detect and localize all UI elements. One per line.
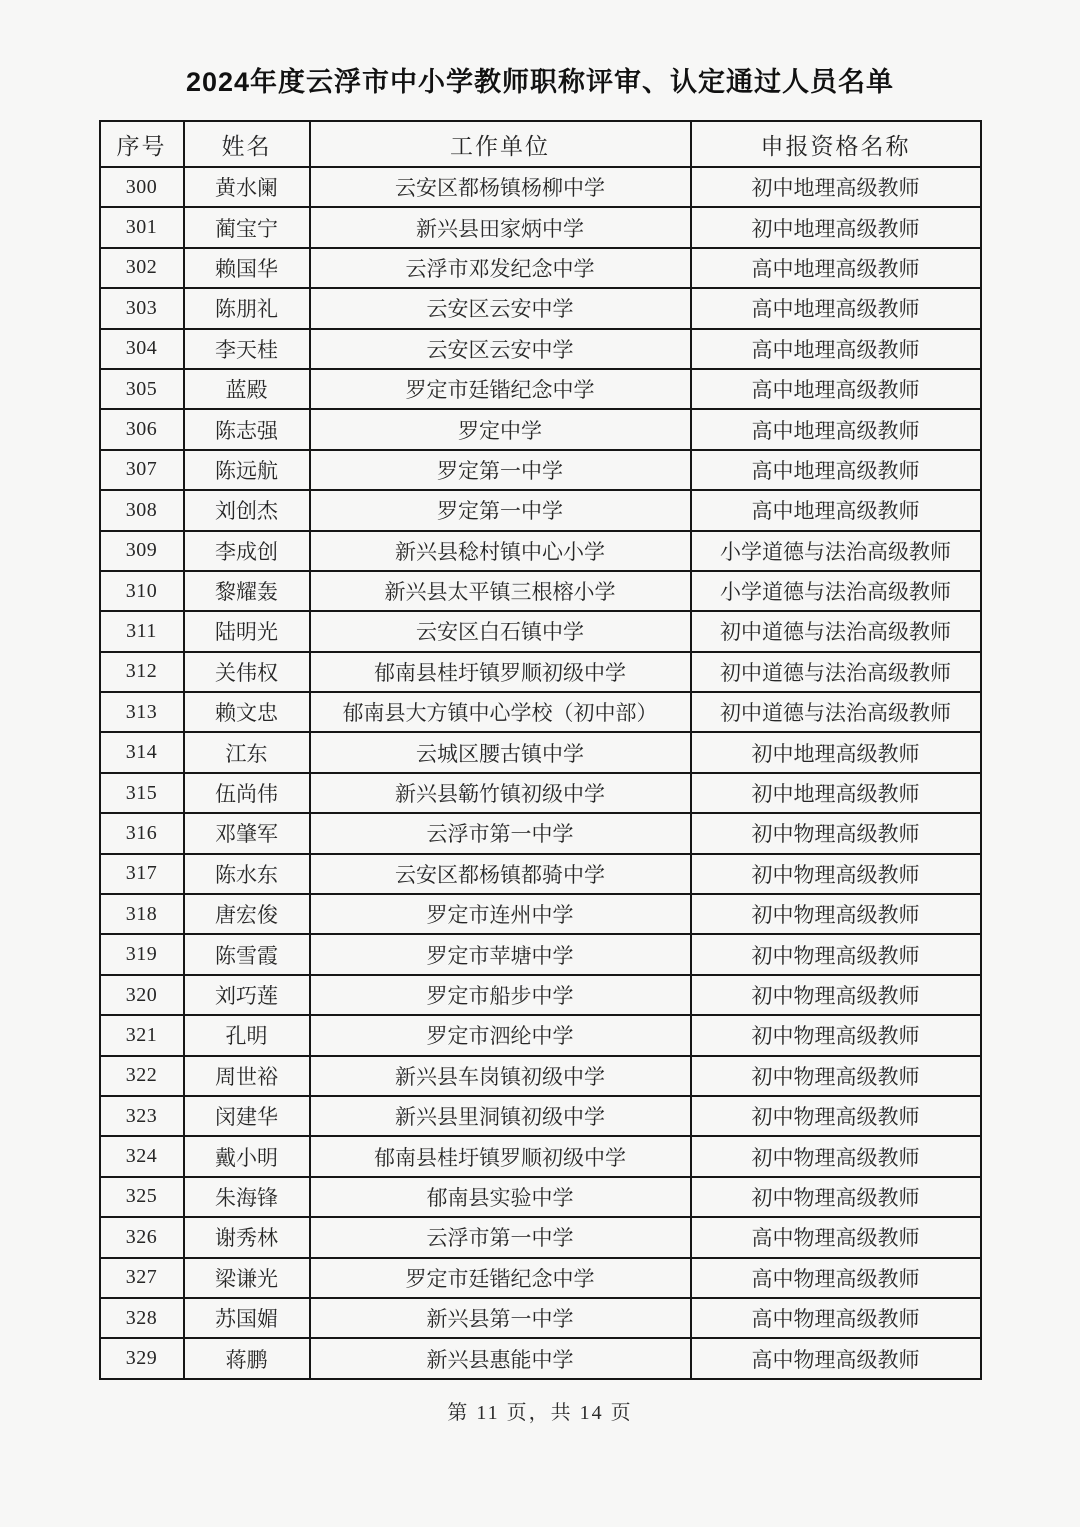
cell-work-unit: 云安区云安中学 [310,288,691,328]
cell-name: 梁谦光 [184,1258,310,1298]
table-row [100,894,981,934]
table-header [100,121,981,167]
column-header-name: 姓名 [184,121,310,167]
cell-serial-number: 316 [100,813,184,853]
cell-work-unit: 新兴县里洞镇初级中学 [310,1096,691,1136]
table-row [100,409,981,449]
cell-serial-number: 309 [100,531,184,571]
cell-qualification: 高中物理高级教师 [691,1258,981,1298]
cell-serial-number: 318 [100,894,184,934]
cell-qualification: 初中道德与法治高级教师 [691,611,981,651]
table-row [100,1056,981,1096]
cell-serial-number: 320 [100,975,184,1015]
cell-name: 蔺宝宁 [184,207,310,247]
cell-serial-number: 321 [100,1015,184,1055]
cell-work-unit: 云安区白石镇中学 [310,611,691,651]
page-number-footer: 第 11 页，共 14 页 [447,1401,633,1424]
cell-qualification: 高中物理高级教师 [691,1338,981,1378]
cell-serial-number: 300 [100,167,184,207]
table-row [100,1338,981,1378]
cell-name: 陈水东 [184,854,310,894]
cell-work-unit: 新兴县簕竹镇初级中学 [310,773,691,813]
column-header-work-unit: 工作单位 [310,121,691,167]
cell-name: 孔明 [184,1015,310,1055]
cell-work-unit: 罗定第一中学 [310,450,691,490]
cell-serial-number: 305 [100,369,184,409]
cell-qualification: 高中物理高级教师 [691,1298,981,1338]
cell-qualification: 初中物理高级教师 [691,1177,981,1217]
cell-work-unit: 新兴县车岗镇初级中学 [310,1056,691,1096]
table-row [100,1015,981,1055]
table-row [100,813,981,853]
table-row [100,167,981,207]
cell-serial-number: 304 [100,329,184,369]
cell-qualification: 高中地理高级教师 [691,409,981,449]
cell-work-unit: 新兴县惠能中学 [310,1338,691,1378]
cell-work-unit: 云安区都杨镇都骑中学 [310,854,691,894]
cell-work-unit: 云安区都杨镇杨柳中学 [310,167,691,207]
column-header-qualification: 申报资格名称 [691,121,981,167]
cell-name: 黄水阑 [184,167,310,207]
cell-serial-number: 307 [100,450,184,490]
table-row [100,450,981,490]
cell-work-unit: 罗定市连州中学 [310,894,691,934]
cell-work-unit: 罗定市廷锴纪念中学 [310,369,691,409]
cell-serial-number: 322 [100,1056,184,1096]
cell-qualification: 高中地理高级教师 [691,288,981,328]
cell-qualification: 初中地理高级教师 [691,773,981,813]
cell-qualification: 初中地理高级教师 [691,167,981,207]
cell-serial-number: 310 [100,571,184,611]
table-body [100,167,981,1379]
cell-qualification: 初中道德与法治高级教师 [691,652,981,692]
cell-serial-number: 323 [100,1096,184,1136]
cell-name: 朱海锋 [184,1177,310,1217]
cell-work-unit: 云浮市第一中学 [310,813,691,853]
cell-name: 陈志强 [184,409,310,449]
cell-name: 刘巧莲 [184,975,310,1015]
cell-qualification: 高中物理高级教师 [691,1217,981,1257]
cell-serial-number: 329 [100,1338,184,1378]
cell-serial-number: 327 [100,1258,184,1298]
table-row [100,732,981,772]
cell-name: 李天桂 [184,329,310,369]
table-row [100,854,981,894]
table-row [100,652,981,692]
cell-qualification: 初中物理高级教师 [691,813,981,853]
cell-serial-number: 311 [100,611,184,651]
cell-work-unit: 罗定第一中学 [310,490,691,530]
table-row [100,1096,981,1136]
cell-name: 蓝殿 [184,369,310,409]
table-row [100,1136,981,1176]
cell-name: 赖国华 [184,248,310,288]
cell-qualification: 初中地理高级教师 [691,732,981,772]
table-row [100,1258,981,1298]
cell-name: 闵建华 [184,1096,310,1136]
cell-serial-number: 315 [100,773,184,813]
cell-name: 苏国媚 [184,1298,310,1338]
cell-name: 陆明光 [184,611,310,651]
cell-work-unit: 郁南县桂圩镇罗顺初级中学 [310,652,691,692]
cell-serial-number: 319 [100,934,184,974]
cell-serial-number: 308 [100,490,184,530]
cell-name: 关伟权 [184,652,310,692]
table-row [100,329,981,369]
cell-qualification: 小学道德与法治高级教师 [691,571,981,611]
roster-table [99,120,982,1380]
table-row [100,692,981,732]
cell-work-unit: 云浮市邓发纪念中学 [310,248,691,288]
table-row [100,611,981,651]
table-row [100,490,981,530]
cell-work-unit: 罗定市苹塘中学 [310,934,691,974]
cell-serial-number: 313 [100,692,184,732]
cell-work-unit: 新兴县第一中学 [310,1298,691,1338]
cell-name: 李成创 [184,531,310,571]
column-header-serial-number: 序号 [100,121,184,167]
table-row [100,773,981,813]
cell-work-unit: 罗定市泗纶中学 [310,1015,691,1055]
table-row [100,1177,981,1217]
table-row [100,1298,981,1338]
cell-work-unit: 云城区腰古镇中学 [310,732,691,772]
table-row [100,1217,981,1257]
cell-qualification: 高中地理高级教师 [691,329,981,369]
cell-serial-number: 312 [100,652,184,692]
cell-work-unit: 新兴县太平镇三根榕小学 [310,571,691,611]
cell-qualification: 高中地理高级教师 [691,369,981,409]
cell-work-unit: 新兴县稔村镇中心小学 [310,531,691,571]
cell-work-unit: 罗定中学 [310,409,691,449]
cell-qualification: 初中物理高级教师 [691,1056,981,1096]
cell-name: 陈朋礼 [184,288,310,328]
cell-work-unit: 新兴县田家炳中学 [310,207,691,247]
cell-name: 戴小明 [184,1136,310,1176]
table-row [100,934,981,974]
table-row [100,248,981,288]
cell-name: 刘创杰 [184,490,310,530]
cell-name: 周世裕 [184,1056,310,1096]
cell-serial-number: 302 [100,248,184,288]
cell-name: 谢秀林 [184,1217,310,1257]
cell-serial-number: 306 [100,409,184,449]
cell-qualification: 初中物理高级教师 [691,1015,981,1055]
cell-qualification: 初中地理高级教师 [691,207,981,247]
cell-serial-number: 317 [100,854,184,894]
cell-work-unit: 云安区云安中学 [310,329,691,369]
cell-name: 蒋鹏 [184,1338,310,1378]
cell-qualification: 初中道德与法治高级教师 [691,692,981,732]
cell-work-unit: 罗定市船步中学 [310,975,691,1015]
cell-name: 赖文忠 [184,692,310,732]
table-header-row [100,121,981,167]
cell-name: 邓肇军 [184,813,310,853]
cell-qualification: 高中地理高级教师 [691,490,981,530]
table-row [100,531,981,571]
table-row [100,975,981,1015]
cell-name: 江东 [184,732,310,772]
table-row [100,288,981,328]
table-row [100,369,981,409]
cell-work-unit: 郁南县实验中学 [310,1177,691,1217]
cell-qualification: 初中物理高级教师 [691,1096,981,1136]
table-row [100,571,981,611]
cell-name: 伍尚伟 [184,773,310,813]
cell-serial-number: 324 [100,1136,184,1176]
cell-qualification: 初中物理高级教师 [691,854,981,894]
cell-name: 陈远航 [184,450,310,490]
cell-name: 陈雪霞 [184,934,310,974]
page-title: 2024年度云浮市中小学教师职称评审、认定通过人员名单 [185,67,895,97]
cell-qualification: 高中地理高级教师 [691,248,981,288]
cell-qualification: 初中物理高级教师 [691,894,981,934]
cell-work-unit: 郁南县桂圩镇罗顺初级中学 [310,1136,691,1176]
cell-qualification: 小学道德与法治高级教师 [691,531,981,571]
cell-serial-number: 325 [100,1177,184,1217]
cell-serial-number: 326 [100,1217,184,1257]
table-row [100,207,981,247]
cell-name: 唐宏俊 [184,894,310,934]
cell-qualification: 高中地理高级教师 [691,450,981,490]
cell-qualification: 初中物理高级教师 [691,975,981,1015]
cell-serial-number: 301 [100,207,184,247]
cell-work-unit: 罗定市廷锴纪念中学 [310,1258,691,1298]
cell-name: 黎耀轰 [184,571,310,611]
cell-work-unit: 郁南县大方镇中心学校（初中部） [310,692,691,732]
cell-serial-number: 314 [100,732,184,772]
cell-work-unit: 云浮市第一中学 [310,1217,691,1257]
cell-serial-number: 328 [100,1298,184,1338]
cell-serial-number: 303 [100,288,184,328]
cell-qualification: 初中物理高级教师 [691,934,981,974]
cell-qualification: 初中物理高级教师 [691,1136,981,1176]
